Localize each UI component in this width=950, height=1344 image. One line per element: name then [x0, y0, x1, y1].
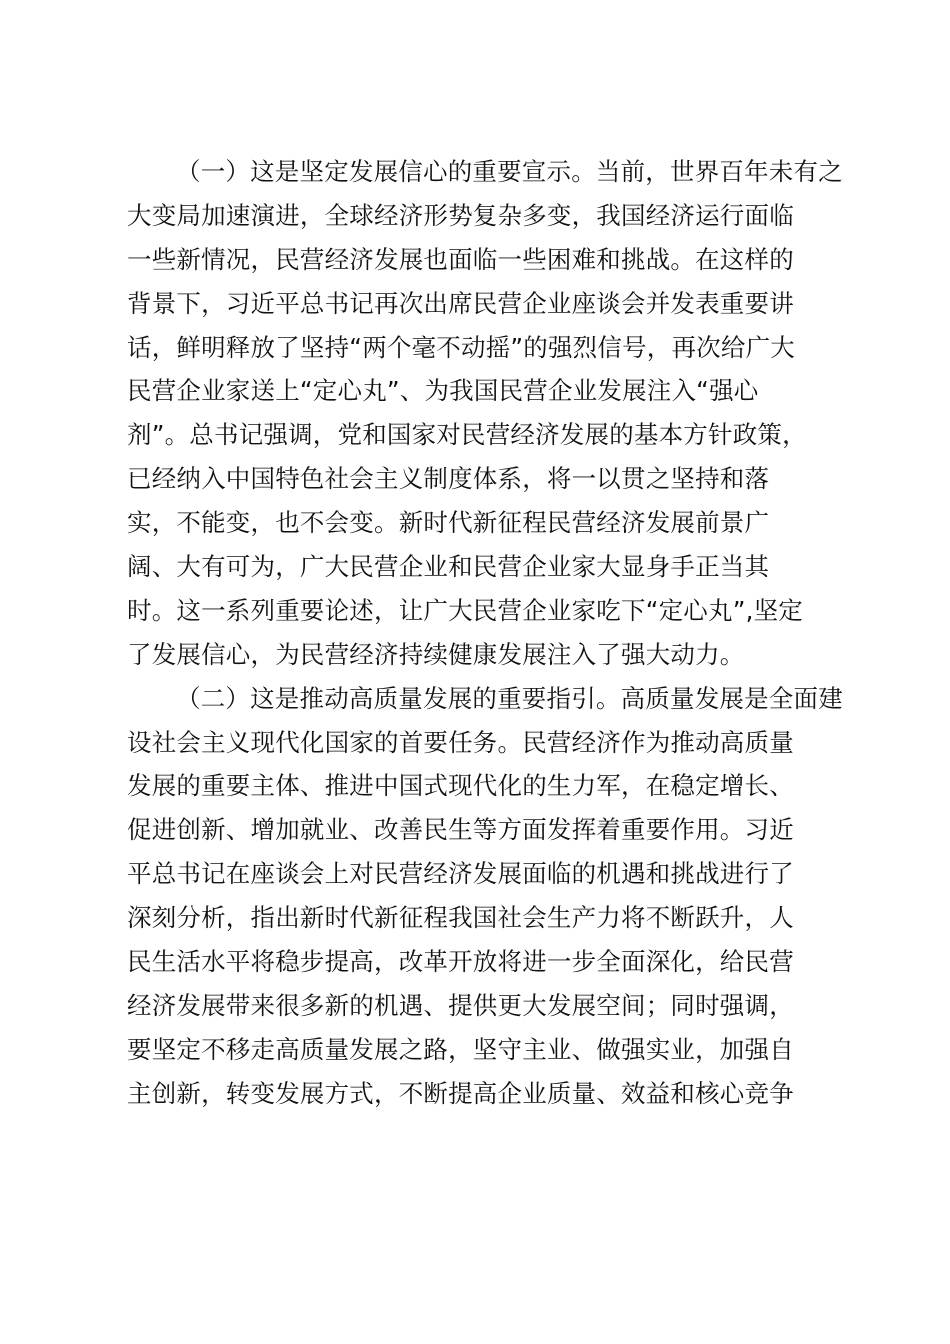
- text-line: 背景下，习近平总书记再次出席民营企业座谈会并发表重要讲: [127, 288, 794, 318]
- text-line: 要坚定不移走高质量发展之路，坚守主业、做强实业，加强自: [127, 1034, 794, 1064]
- text-line: （一）这是坚定发展信心的重要宣示。当前，世界百年未有之: [176, 157, 843, 186]
- text-line: 话，鲜明释放了坚持“两个毫不动摇”的强烈信号，再次给广大: [127, 332, 795, 362]
- text-line: （二）这是推动高质量发展的重要指引。高质量发展是全面建: [176, 683, 843, 713]
- text-line: 时。这一系列重要论述，让广大民营企业家吃下“定心丸”,坚定: [127, 595, 803, 625]
- text-line: 实，不能变，也不会变。新时代新征程民营经济发展前景广: [127, 508, 770, 538]
- text-line: 平总书记在座谈会上对民营经济发展面临的机遇和挑战进行了: [127, 859, 794, 889]
- text-line: 促进创新、增加就业、改善民生等方面发挥着重要作用。习近: [127, 815, 794, 845]
- text-line: 主创新，转变发展方式，不断提高企业质量、效益和核心竞争: [127, 1078, 794, 1108]
- text-line: 发展的重要主体、推进中国式现代化的生力军，在稳定增长、: [127, 771, 794, 801]
- text-line: 设社会主义现代化国家的首要任务。民营经济作为推动高质量: [127, 727, 794, 757]
- text-line: 深刻分析，指出新时代新征程我国社会生产力将不断跃升，人: [127, 903, 794, 933]
- paragraph-1: [127, 150, 847, 677]
- text-line: 剂”。总书记强调，党和国家对民营经济发展的基本方针政策，: [127, 420, 807, 450]
- text-line: 了发展信心，为民营经济持续健康发展注入了强大动力。: [127, 639, 745, 669]
- text-line: 民营企业家送上“定心丸”、为我国民营企业发展注入“强心: [127, 376, 759, 406]
- document-body: [127, 150, 847, 1116]
- text-line: 阔、大有可为，广大民营企业和民营企业家大显身手正当其: [127, 552, 770, 582]
- text-line: 民生活水平将稳步提高，改革开放将进一步全面深化，给民营: [127, 947, 794, 977]
- text-line: 一些新情况，民营经济发展也面临一些困难和挑战。在这样的: [127, 244, 794, 274]
- text-line: 经济发展带来很多新的机遇、提供更大发展空间；同时强调，: [127, 990, 794, 1020]
- text-line: 已经纳入中国特色社会主义制度体系，将一以贯之坚持和落: [127, 464, 770, 494]
- text-line: 大变局加速演进，全球经济形势复杂多变，我国经济运行面临: [127, 200, 794, 230]
- paragraph-2: [127, 677, 847, 1116]
